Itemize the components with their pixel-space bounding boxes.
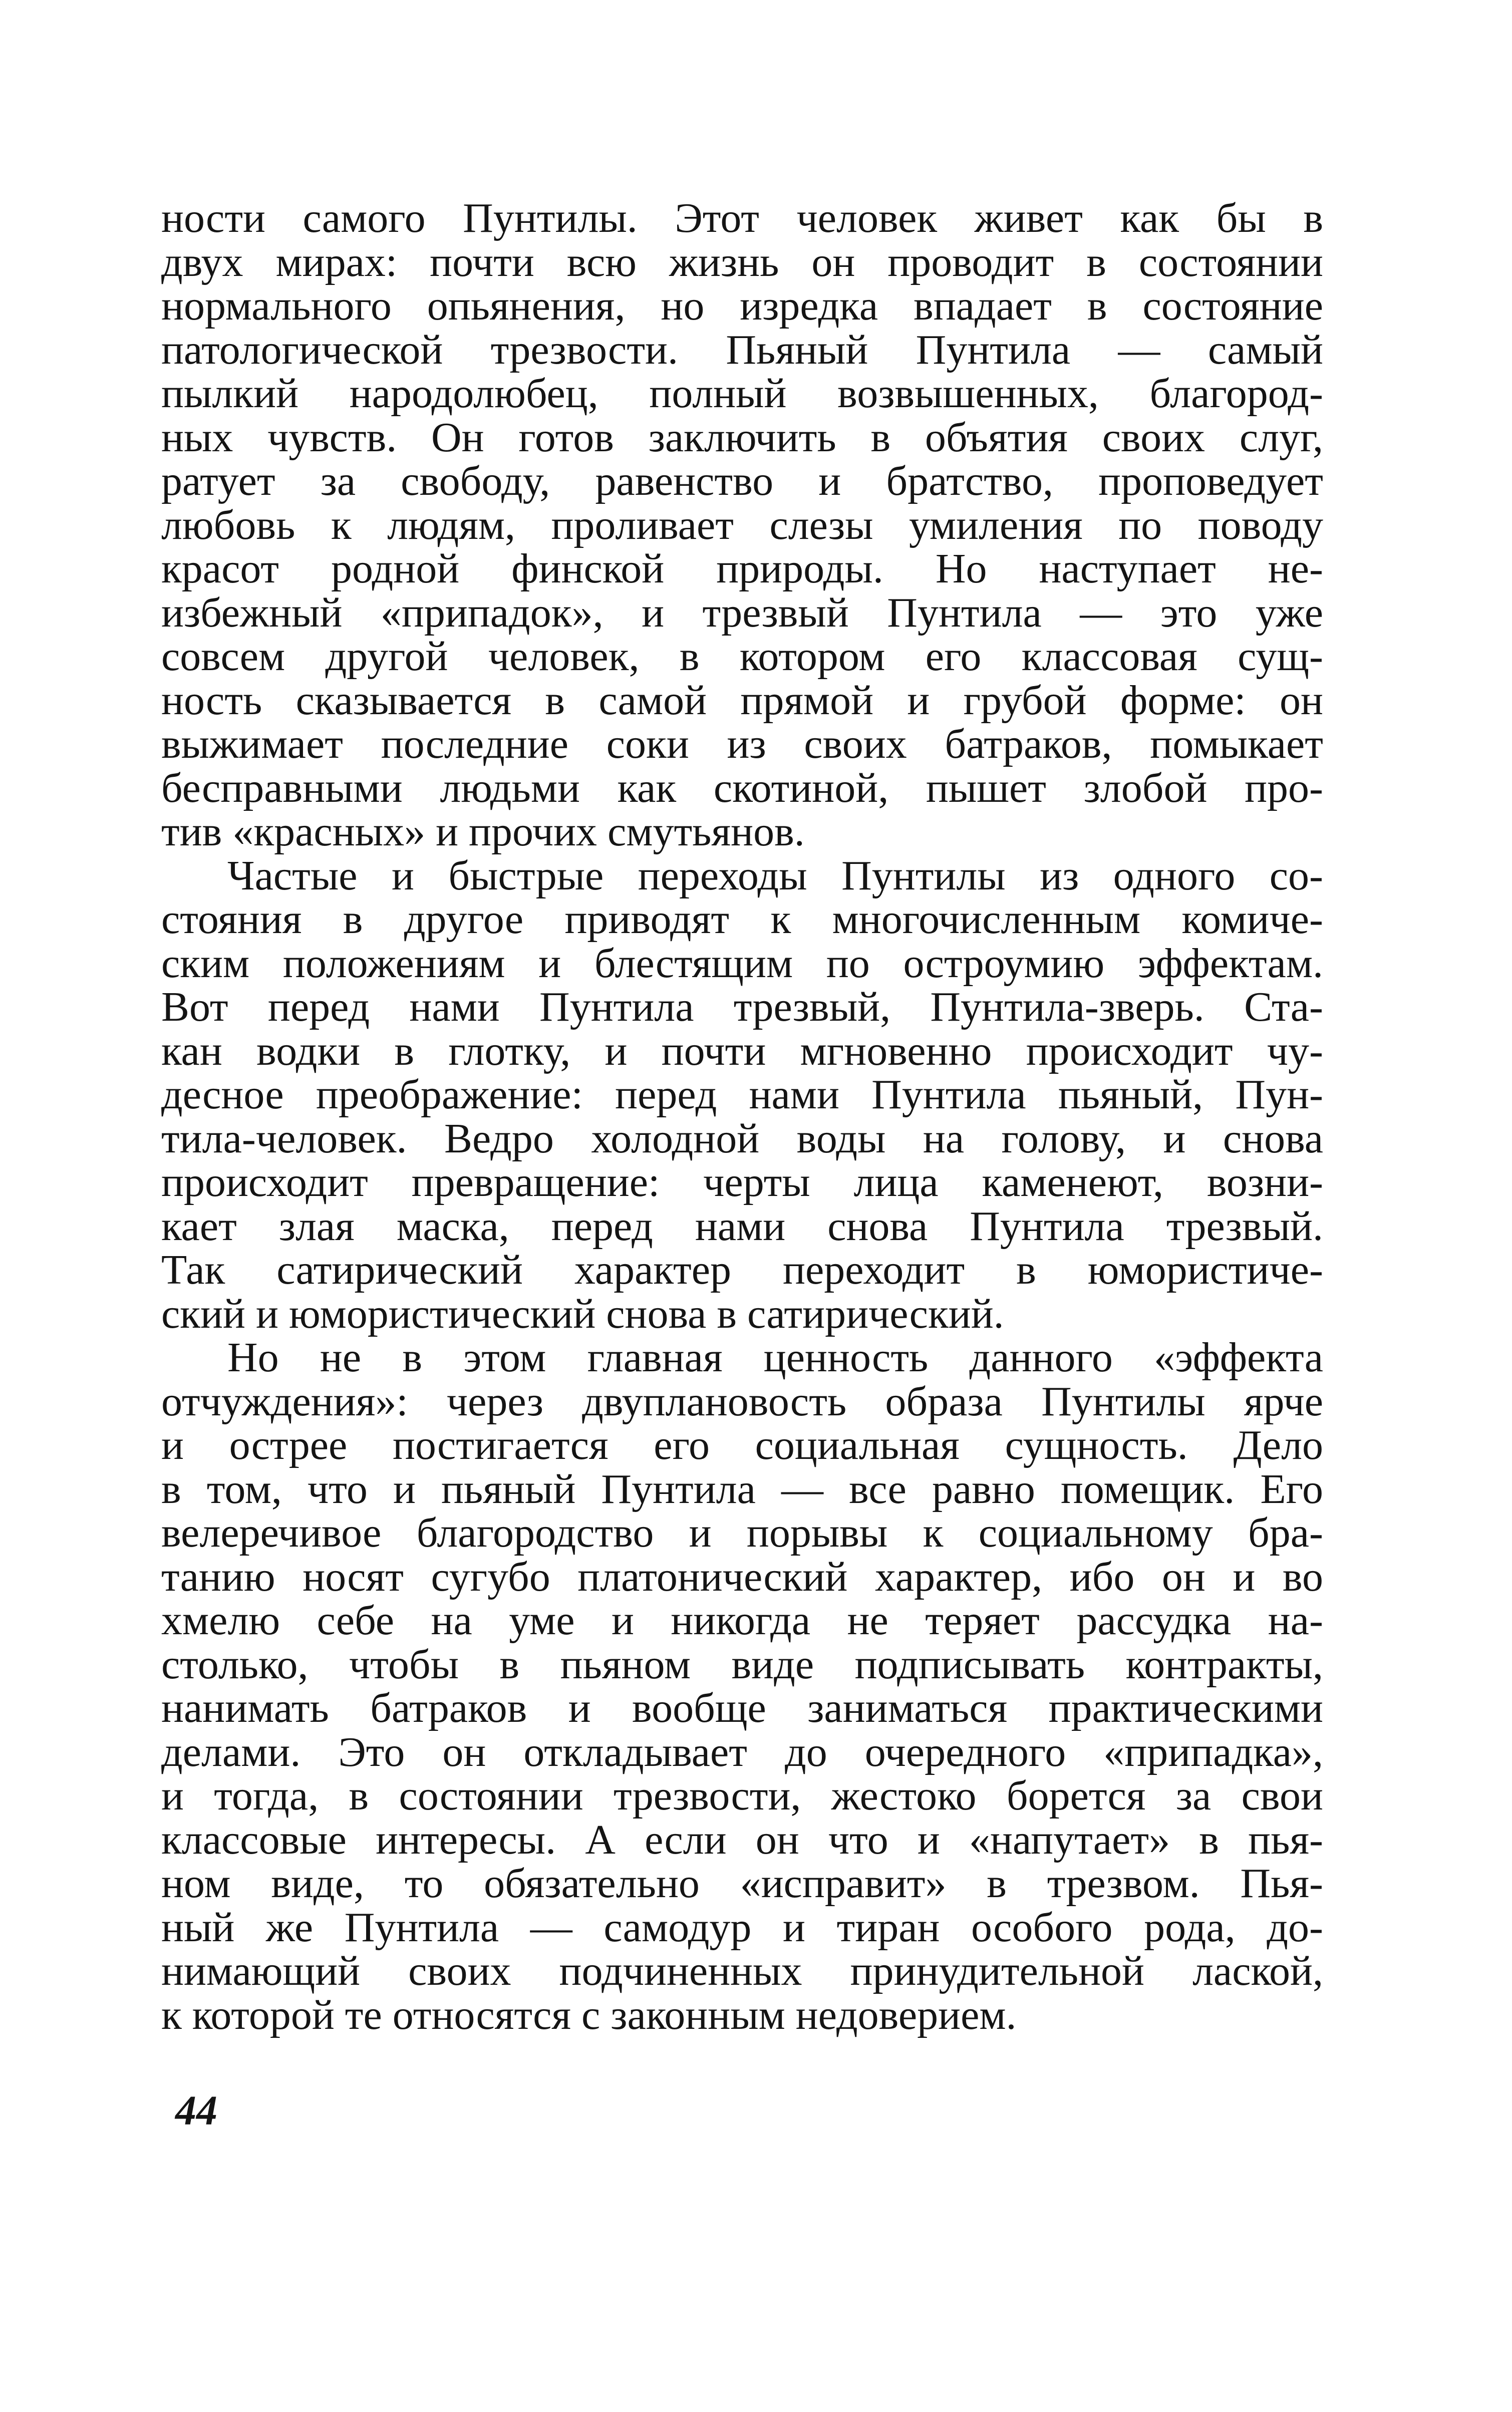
text-line: избежный «припадок», и трезвый Пунтила — это уже bbox=[161, 589, 1323, 636]
text-line: Вот перед нами Пунтила трезвый, Пунтила-зверь. Ста- bbox=[161, 984, 1323, 1030]
text-line: бесправными людьми как скотиной, пышет злобой про- bbox=[161, 764, 1323, 811]
text-line: ности самого Пунтилы. Этот человек живет как бы в bbox=[161, 195, 1323, 241]
text-line: кан водки в глотку, и почти мгновенно происходит чу- bbox=[161, 1027, 1323, 1074]
text-line: ный же Пунтила — самодур и тиран особого рода, до- bbox=[161, 1904, 1323, 1951]
text-line: хмелю себе на уме и никогда не теряет рассудка на- bbox=[161, 1597, 1323, 1644]
text-line: совсем другой человек, в котором его классовая сущ- bbox=[161, 633, 1323, 680]
text-line: ном виде, то обязательно «исправит» в трезвом. Пья- bbox=[161, 1860, 1323, 1907]
text-line: тив «красных» и прочих смутьянов. bbox=[161, 808, 805, 855]
text-line: и острее постигается его социальная сущность. Дело bbox=[161, 1422, 1323, 1468]
text-line: столько, чтобы в пьяном виде подписывать контракты, bbox=[161, 1641, 1323, 1688]
text-line: ность сказывается в самой прямой и грубой форме: он bbox=[161, 677, 1323, 724]
text-line: Но не в этом главная ценность данного «эффекта bbox=[227, 1334, 1323, 1381]
text-line: делами. Это он откладывает до очередного «припадка», bbox=[161, 1728, 1323, 1775]
text-line: в том, что и пьяный Пунтила — все равно помещик. Его bbox=[161, 1465, 1323, 1513]
text-line: ратует за свободу, равенство и братство, проповедует bbox=[161, 458, 1323, 504]
text-line: пылкий народолюбец, полный возвышенных, благород- bbox=[161, 370, 1323, 417]
text-line: Частые и быстрые переходы Пунтилы из одного со- bbox=[227, 852, 1323, 899]
text-line: к которой те относятся с законным недоверием. bbox=[161, 1991, 1017, 2038]
text-line: отчуждения»: через двуплановость образа Пунтилы ярче bbox=[161, 1378, 1323, 1425]
page-number: 44 bbox=[175, 2087, 217, 2134]
body-text bbox=[161, 196, 1323, 2037]
text-line: ским положениям и блестящим по остроумию эффектам. bbox=[161, 940, 1323, 987]
text-line: красот родной финской природы. Но наступает не- bbox=[161, 545, 1323, 592]
text-line: велеречивое благородство и порывы к социальному бра- bbox=[161, 1510, 1323, 1556]
text-line: патологической трезвости. Пьяный Пунтила — самый bbox=[161, 326, 1323, 373]
text-line: выжимает последние соки из своих батраков, помыкает bbox=[161, 721, 1323, 767]
text-line: танию носят сугубо платонический характер, ибо он и во bbox=[161, 1553, 1323, 1600]
text-line: двух мирах: почти всю жизнь он проводит в состоянии bbox=[161, 238, 1323, 285]
text-line: стояния в другое приводят к многочисленным комиче- bbox=[161, 896, 1323, 943]
text-line: тила-человек. Ведро холодной воды на голову, и снова bbox=[161, 1115, 1323, 1162]
text-line: ных чувств. Он готов заключить в объятия своих слуг, bbox=[161, 414, 1323, 461]
text-line: и тогда, в состоянии трезвости, жестоко борется за свои bbox=[161, 1772, 1323, 1819]
text-line: ский и юмористический снова в сатирический. bbox=[161, 1290, 1004, 1337]
text-line: Так сатирический характер переходит в юмористиче- bbox=[161, 1247, 1323, 1293]
text-line: нимающий своих подчиненных принудительной лаской, bbox=[161, 1948, 1323, 1994]
text-line: нормального опьянения, но изредка впадает в состояние bbox=[161, 282, 1323, 329]
paragraph-2 bbox=[161, 854, 1323, 1336]
paragraph-1 bbox=[161, 196, 1323, 854]
paragraph-3 bbox=[161, 1336, 1323, 2037]
text-line: происходит превращение: черты лица каменеют, возни- bbox=[161, 1159, 1323, 1205]
text-line: десное преображение: перед нами Пунтила пьяный, Пун- bbox=[161, 1071, 1323, 1118]
text-line: нанимать батраков и вообще заниматься практическими bbox=[161, 1685, 1323, 1731]
text-line: любовь к людям, проливает слезы умиления по поводу bbox=[161, 501, 1323, 548]
text-line: кает злая маска, перед нами снова Пунтила трезвый. bbox=[161, 1202, 1323, 1250]
text-line: классовые интересы. А если он что и «напутает» в пья- bbox=[161, 1816, 1323, 1863]
